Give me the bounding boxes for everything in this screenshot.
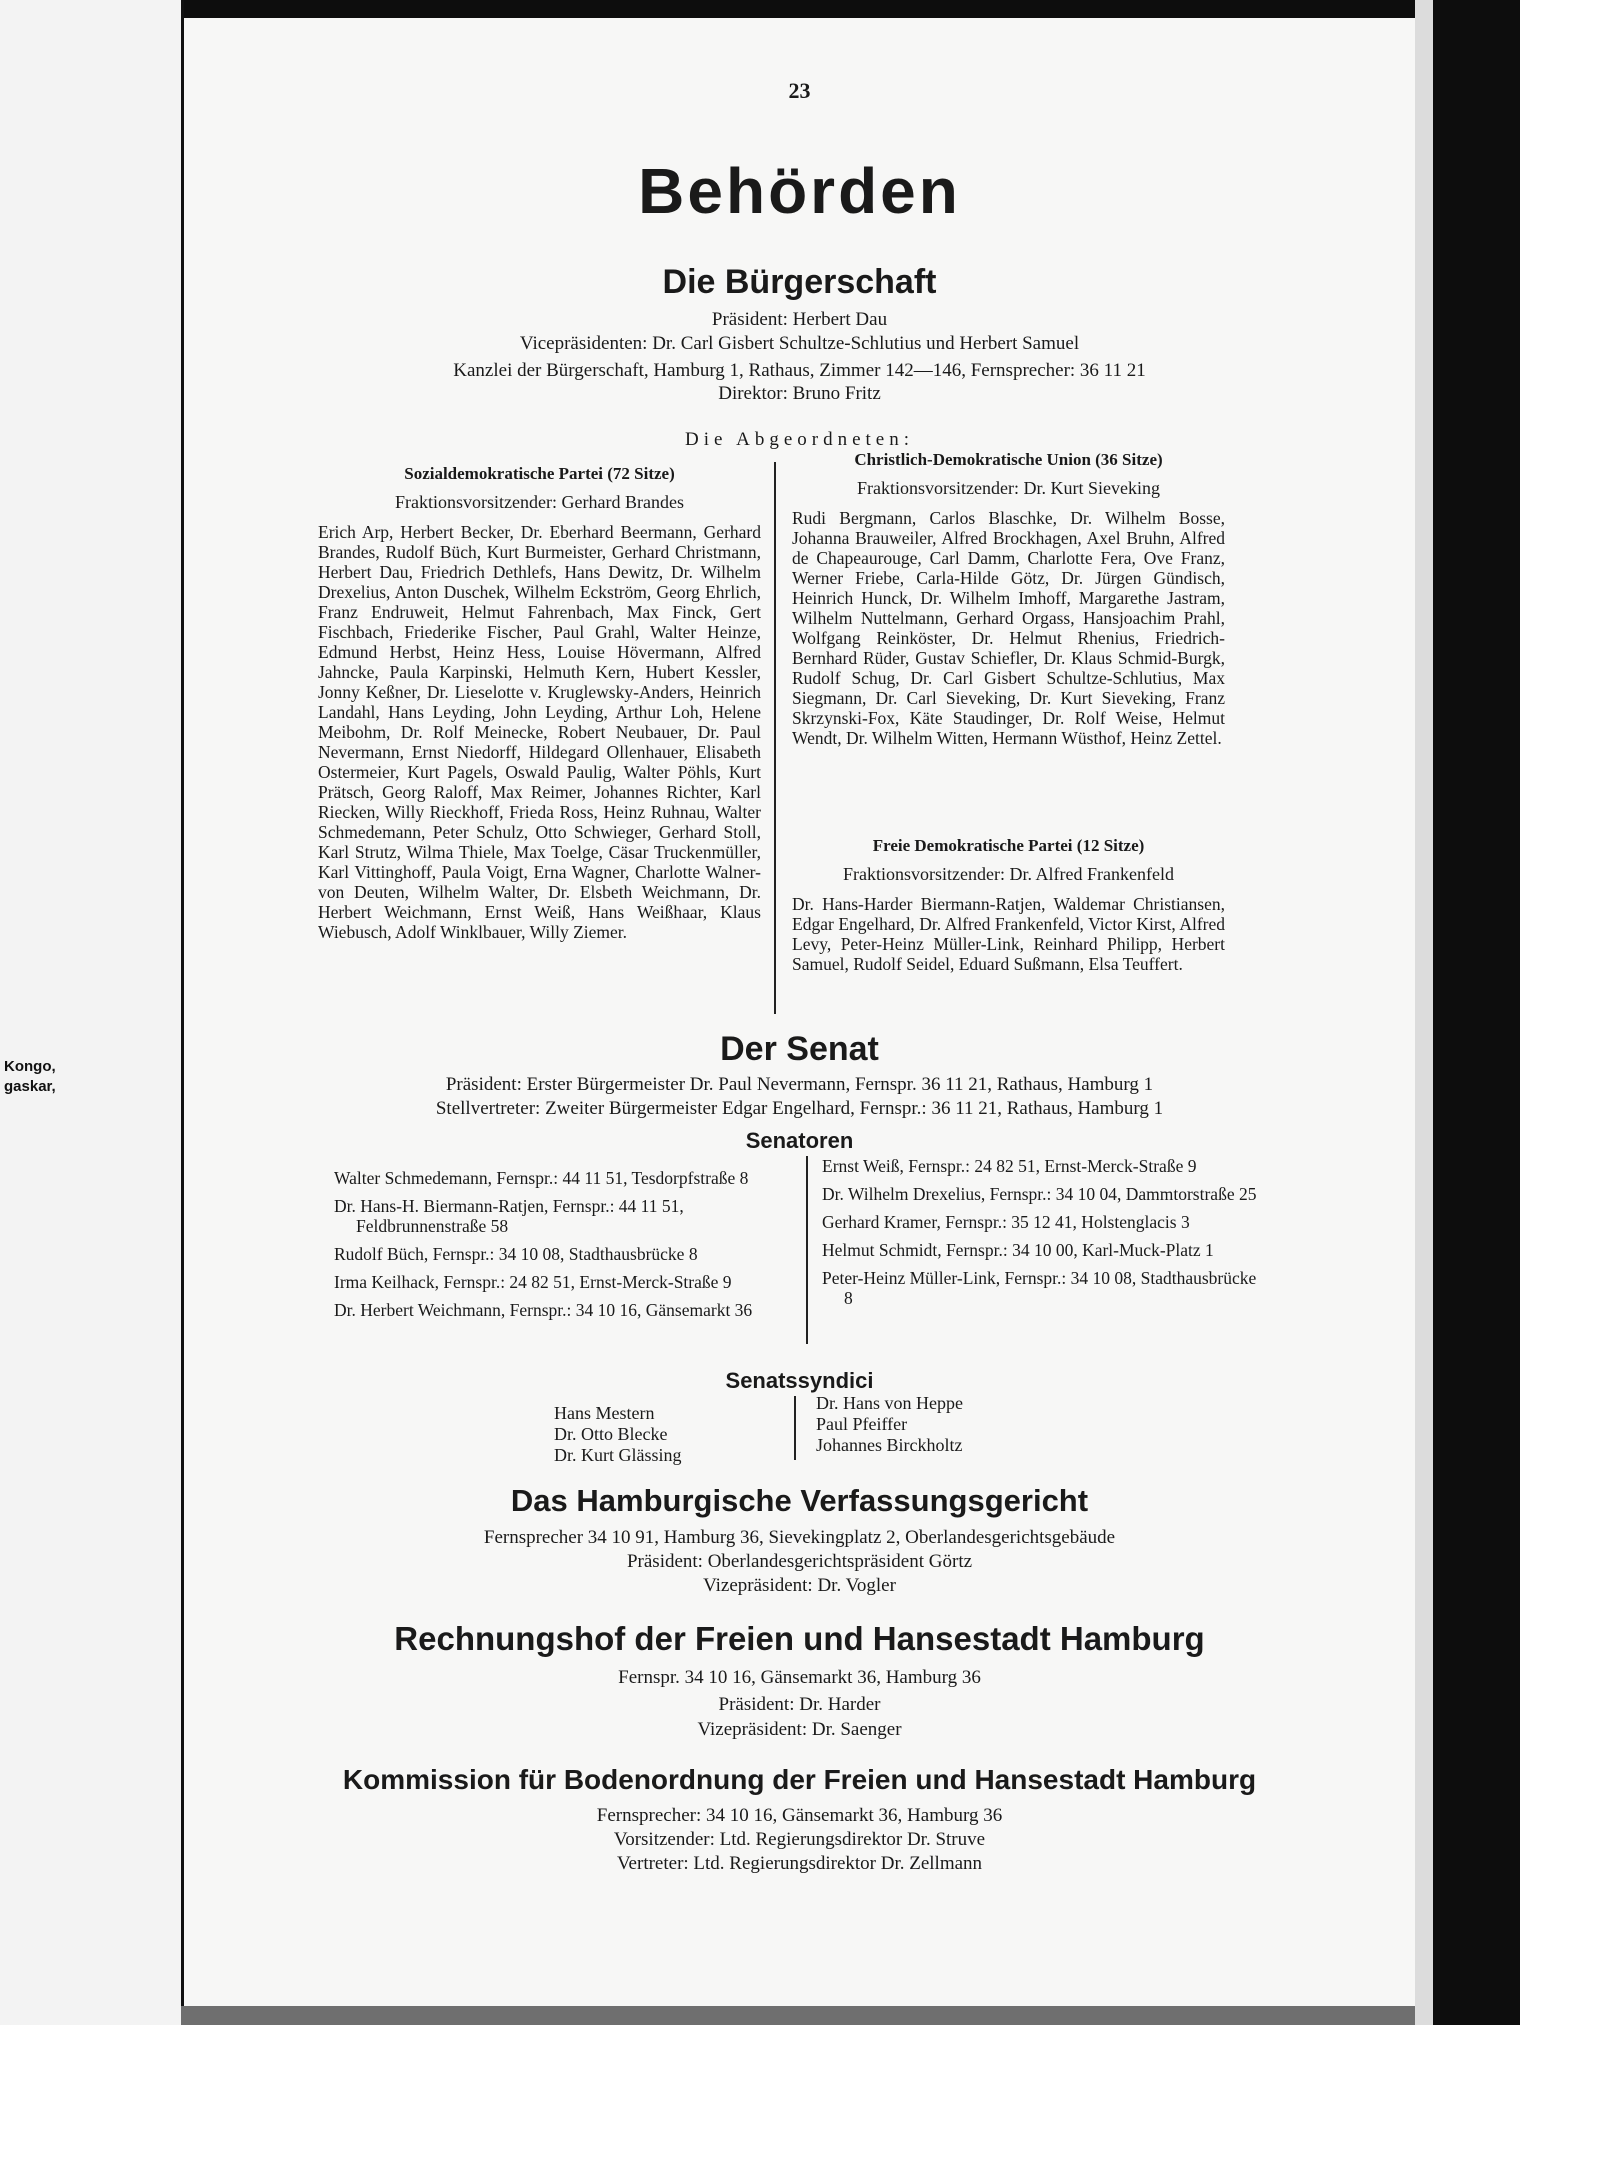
kommission-chair: Vorsitzender: Ltd. Regierungsdirektor Dr. Struve [613, 1829, 986, 1850]
scan-bottom-edge [181, 2006, 1415, 2025]
syndicus-name: Dr. Otto Blecke [554, 1424, 668, 1444]
fdp-column [792, 836, 1225, 974]
section-heading-senat: Der Senat [720, 1030, 879, 1068]
facing-page-line: gaskar, [4, 1078, 56, 1095]
senator-entry: Walter Schmedemann, Fernspr.: 44 11 51, Tesdorpfstraße 8 [334, 1168, 749, 1188]
verfassungsgericht-vicepresident: Vizepräsident: Dr. Vogler [703, 1575, 896, 1596]
syndici-right-column [816, 1393, 1056, 1456]
senator-entry: Gerhard Kramer, Fernspr.: 35 12 41, Holstenglacis 3 [822, 1212, 1190, 1232]
spd-chair: Fraktionsvorsitzender: Gerhard Brandes [395, 492, 684, 512]
section-heading-rechnungshof: Rechnungshof der Freien und Hansestadt Hamburg [394, 1620, 1205, 1657]
fdp-chair: Fraktionsvorsitzender: Dr. Alfred Frankenfeld [843, 864, 1174, 884]
buergerschaft-president: Präsident: Herbert Dau [711, 309, 888, 330]
verfassungsgericht-contact: Fernsprecher 34 10 91, Hamburg 36, Sievekingplatz 2, Oberlandesgerichtsgebäude [483, 1527, 1116, 1548]
facing-page [0, 0, 184, 2025]
senator-entry: Dr. Herbert Weichmann, Fernspr.: 34 10 16, Gänsemarkt 36 [334, 1300, 753, 1320]
buergerschaft-director: Direktor: Bruno Fritz [718, 383, 881, 404]
abgeordnete-heading: Die Abgeordneten: [684, 429, 915, 450]
rechnungshof-vicepresident: Vizepräsident: Dr. Saenger [697, 1719, 902, 1740]
syndicus-name: Dr. Hans von Heppe [816, 1393, 963, 1413]
senat-deputy: Stellvertreter: Zweiter Bürgermeister Edgar Engelhard, Fernspr.: 36 11 21, Rathaus, Hamburg 1 [435, 1098, 1164, 1119]
section-heading-verfassungsgericht: Das Hamburgische Verfassungsgericht [510, 1483, 1089, 1518]
senator-entry: Ernst Weiß, Fernspr.: 24 82 51, Ernst-Merck-Straße 9 [822, 1156, 1197, 1176]
cdu-members: Rudi Bergmann, Carlos Blaschke, Dr. Wilhelm Bosse, Johanna Brauweiler, Alfred Brockhagen, Axel Bruhn, Alfred de Chapeaurouge, Carl Damm, Charlotte Fera, Ove Franz, Werner Friebe, Carla-Hilde Götz, Dr. Jürgen Gündisch, Heinrich Hunck, Dr. Wilhelm Imhoff, Margarethe Jastram, Wilhelm Nuttelmann, Gerhard Orgass, Hansjoachim Prahl, Wolfgang Reinköster, Dr. Helmut Rhenius, Friedrich-Bernhard Rüder, Gustav Schiefler, Dr. Klaus Schmid-Burgk, Rudolf Schug, Dr. Carl Gisbert Schultze-Schlutius, Max Siegmann, Dr. Carl Sieveking, Dr. Kurt Sieveking, Franz Skrzynski-Fox, Käte Staudinger, Dr. Rolf Weise, Helmut Wendt, Dr. Wilhelm Witten, Hermann Wüsthof, Heinz Zettel. [792, 508, 1225, 748]
kommission-contact: Fernsprecher: 34 10 16, Gänsemarkt 36, Hamburg 36 [596, 1805, 1003, 1826]
senatoren-right-column [822, 1156, 1262, 1316]
syndici-left-column [554, 1403, 774, 1466]
section-heading-buergerschaft: Die Bürgerschaft [662, 263, 937, 301]
syndicus-name: Johannes Birckholtz [816, 1435, 963, 1455]
facing-page-line: Kongo, [4, 1058, 56, 1075]
scan-top-edge [0, 0, 1520, 18]
fdp-party-name: Freie Demokratische Partei (12 Sitze) [872, 836, 1145, 855]
column-divider [774, 462, 776, 1014]
senatssyndici-heading: Senatssyndici [725, 1368, 874, 1393]
spd-party-name: Sozialdemokratische Partei (72 Sitze) [404, 464, 675, 483]
page-title: Behörden [638, 155, 961, 227]
senator-entry: Helmut Schmidt, Fernspr.: 34 10 00, Karl-Muck-Platz 1 [822, 1240, 1214, 1260]
fdp-members: Dr. Hans-Harder Biermann-Ratjen, Waldemar Christiansen, Edgar Engelhard, Dr. Alfred Frankenfeld, Victor Kirst, Alfred Levy, Peter-Heinz Müller-Link, Reinhard Philipp, Herbert Samuel, Rudolf Seidel, Eduard Sußmann, Elsa Teuffert. [792, 894, 1225, 974]
syndici-divider [794, 1396, 796, 1460]
facing-page-text [4, 1057, 56, 1097]
cdu-column [792, 450, 1225, 748]
scan-right-edge [1415, 0, 1520, 2025]
senator-entry: Peter-Heinz Müller-Link, Fernspr.: 34 10 08, Stadthausbrücke 8 [822, 1268, 1257, 1308]
buergerschaft-vicepresidents: Vicepräsidenten: Dr. Carl Gisbert Schultze-Schlutius und Herbert Samuel [519, 333, 1080, 354]
senatoren-heading: Senatoren [745, 1128, 854, 1153]
senatoren-divider [806, 1156, 808, 1344]
senator-entry: Rudolf Büch, Fernspr.: 34 10 08, Stadthausbrücke 8 [334, 1244, 698, 1264]
spd-members: Erich Arp, Herbert Becker, Dr. Eberhard Beermann, Gerhard Brandes, Rudolf Büch, Kurt Burmeister, Gerhard Christmann, Herbert Dau, Friedrich Dethlefs, Hans Dewitz, Dr. Wilhelm Drexelius, Anton Duschek, Wilhelm Eckström, Georg Ehrlich, Franz Endruweit, Helmut Fahrenbach, Max Finck, Gert Fischbach, Friederike Fischer, Paul Grahl, Walter Heinze, Edmund Herbst, Heinz Hess, Louise Hövermann, Alfred Jahncke, Paula Karpinski, Helmuth Kern, Hubert Kessler, Jonny Keßner, Dr. Lieselotte v. Kruglewsky-Anders, Heinrich Landahl, Hans Leyding, John Leyding, Arthur Loh, Helene Meibohm, Dr. Rolf Meinecke, Robert Neubauer, Dr. Paul Nevermann, Ernst Niedorff, Hildegard Ollenhauer, Elisabeth Ostermeier, Kurt Pagels, Oswald Paulig, Walter Pöhls, Kurt Prätsch, Georg Raloff, Max Reimer, Johannes Richter, Karl Riecken, Willy Rieckhoff, Frieda Ross, Heinz Ruhnau, Walter Schmedemann, Peter Schulz, Otto Schwieger, Gerhard Stoll, Karl Strutz, Wilma Thiele, Max Toelge, Cäsar Truckenmüller, Karl Vittinghoff, Paula Voigt, Erna Wagner, Charlotte Walner-von Deuten, Wilhelm Walter, Dr. Elsbeth Weichmann, Dr. Herbert Weichmann, Ernst Weiß, Hans Weißhaar, Klaus Wiebusch, Adolf Winklbauer, Willy Ziemer. [318, 522, 761, 942]
kommission-deputy: Vertreter: Ltd. Regierungsdirektor Dr. Zellmann [616, 1853, 983, 1874]
senator-entry: Dr. Hans-H. Biermann-Ratjen, Fernspr.: 44 11 51, Feldbrunnenstraße 58 [334, 1196, 684, 1236]
verfassungsgericht-president: Präsident: Oberlandesgerichtspräsident Görtz [626, 1551, 973, 1572]
page-number: 23 [788, 78, 811, 103]
buergerschaft-office: Kanzlei der Bürgerschaft, Hamburg 1, Rathaus, Zimmer 142—146, Fernsprecher: 36 11 21 [453, 360, 1146, 381]
document-page [184, 18, 1415, 2006]
syndicus-name: Hans Mestern [554, 1403, 655, 1423]
cdu-party-name: Christlich-Demokratische Union (36 Sitze) [854, 450, 1163, 469]
rechnungshof-contact: Fernspr. 34 10 16, Gänsemarkt 36, Hamburg 36 [618, 1667, 981, 1688]
cdu-chair: Fraktionsvorsitzender: Dr. Kurt Sieveking [857, 478, 1160, 498]
section-heading-kommission: Kommission für Bodenordnung der Freien und Hansestadt Hamburg [342, 1764, 1257, 1795]
syndicus-name: Dr. Kurt Glässing [554, 1445, 682, 1465]
senat-president: Präsident: Erster Bürgermeister Dr. Paul Nevermann, Fernspr. 36 11 21, Rathaus, Hamburg 1 [445, 1074, 1154, 1095]
senator-entry: Dr. Wilhelm Drexelius, Fernspr.: 34 10 04, Dammtorstraße 25 [822, 1184, 1257, 1204]
syndicus-name: Paul Pfeiffer [816, 1414, 908, 1434]
spd-column [318, 464, 761, 942]
senatoren-left-column [334, 1168, 754, 1328]
senator-entry: Irma Keilhack, Fernspr.: 24 82 51, Ernst-Merck-Straße 9 [334, 1272, 732, 1292]
rechnungshof-president: Präsident: Dr. Harder [718, 1694, 881, 1715]
